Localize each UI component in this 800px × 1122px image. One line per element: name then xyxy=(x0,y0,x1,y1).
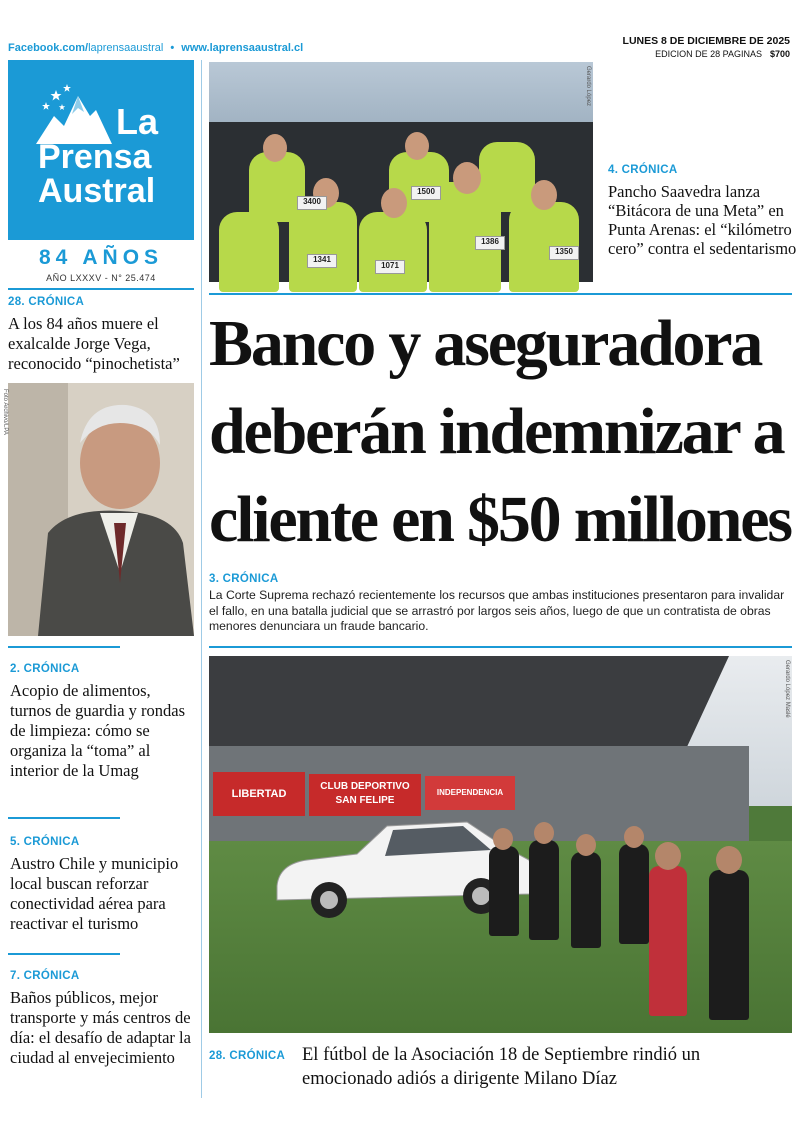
photo-credit: Gerardo López xyxy=(585,66,591,107)
story-headline[interactable]: Pancho Saavedra lanza “Bitácora de una Meta” en Punta Arenas: el “kilómetro cero” contra el sedentarismo xyxy=(608,182,797,258)
runner xyxy=(359,212,427,292)
runner-head xyxy=(263,134,287,162)
edition-info xyxy=(655,49,790,59)
player-head xyxy=(493,828,513,850)
divider xyxy=(8,817,120,819)
player-head xyxy=(655,842,681,870)
photo-credit: Gerardo López Maslé xyxy=(784,660,790,718)
divider xyxy=(8,646,120,648)
story-kicker[interactable]: 4. CRÓNICA xyxy=(608,164,678,176)
runner xyxy=(479,142,535,212)
story-kicker[interactable]: 3. CRÓNICA xyxy=(209,573,279,585)
player-head xyxy=(534,822,554,844)
story-kicker[interactable]: 2. CRÓNICA xyxy=(10,663,80,675)
story-headline[interactable]: Acopio de alimentos, turnos de guardia y rondas de limpieza: cómo se organiza la “toma” al interior de la Umag xyxy=(10,681,186,780)
player xyxy=(709,870,749,1020)
logo-word-la: La xyxy=(116,101,159,142)
runner-head xyxy=(531,180,557,210)
runner xyxy=(219,212,279,292)
club-banner: INDEPENDENCIA xyxy=(425,776,515,810)
website-link[interactable]: www.laprensaaustral.cl xyxy=(181,42,304,54)
runner-head xyxy=(453,162,481,194)
marathon-photo[interactable] xyxy=(209,62,593,280)
issue-number: AÑO LXXXV - N° 25.474 xyxy=(46,273,156,283)
stadium-roof xyxy=(209,656,729,746)
story-kicker[interactable]: 5. CRÓNICA xyxy=(10,836,80,848)
separator: • xyxy=(170,42,175,54)
player xyxy=(649,866,687,1016)
player xyxy=(489,846,519,936)
race-bib: 1350 xyxy=(549,246,579,260)
story-headline[interactable]: El fútbol de la Asociación 18 de Septiembre rindió un emocionado adiós a dirigente Milano Díaz xyxy=(302,1045,701,1089)
price: $700 xyxy=(769,49,790,59)
story-headline[interactable]: Austro Chile y municipio local buscan reforzar conectividad aérea para reactivar el turismo xyxy=(10,854,179,933)
race-bib: 1341 xyxy=(307,254,337,268)
club-banner xyxy=(309,774,421,816)
race-bib: 3400 xyxy=(297,196,327,210)
logo-word-austral: Austral xyxy=(38,172,156,210)
divider xyxy=(8,953,120,955)
player xyxy=(619,844,649,944)
runner-head xyxy=(381,188,407,218)
main-headline[interactable] xyxy=(209,300,792,564)
story-kicker[interactable]: 28. CRÓNICA xyxy=(209,1050,286,1062)
portrait-illustration xyxy=(8,383,194,636)
logo-word-prensa: Prensa xyxy=(38,138,152,176)
divider xyxy=(209,293,792,295)
story-summary: La Corte Suprema rechazó recientemente los recursos que ambas instituciones presentaron para invalidar el fallo, en una batalla judicial que se arrastró por largos seis años, luego de que un contratista de obras menores denunciara un fraude bancario. xyxy=(209,588,785,633)
club-banner: LIBERTAD xyxy=(213,772,305,816)
headline-line: deberán indemnizar a xyxy=(209,395,784,468)
divider xyxy=(8,288,194,290)
facebook-link[interactable]: Facebook.com/laprensaaustral xyxy=(8,42,164,54)
runner xyxy=(249,152,305,222)
headline-line: cliente en $50 millones xyxy=(209,483,791,556)
edition-pages: EDICION DE 28 PAGINAS xyxy=(655,49,762,59)
story-kicker[interactable]: 7. CRÓNICA xyxy=(10,970,80,982)
player xyxy=(529,840,559,940)
photo-credit: Foto Archivo/LPA xyxy=(2,389,8,435)
headline-line: Banco y aseguradora xyxy=(209,307,762,380)
banner-line: CLUB DEPORTIVO xyxy=(320,781,410,792)
player-head xyxy=(716,846,742,874)
issue-date: LUNES 8 DE DICIEMBRE DE 2025 xyxy=(622,35,790,47)
race-bib: 1386 xyxy=(475,236,505,250)
player-head xyxy=(576,834,596,856)
funeral-photo[interactable] xyxy=(209,656,792,1033)
column-divider xyxy=(201,60,202,1098)
anniversary: 84 AÑOS xyxy=(38,246,164,269)
story-kicker[interactable]: 28. CRÓNICA xyxy=(8,296,85,308)
race-bib: 1071 xyxy=(375,260,405,274)
race-bib: 1500 xyxy=(411,186,441,200)
player-head xyxy=(624,826,644,848)
divider xyxy=(209,646,792,648)
story-headline[interactable]: Baños públicos, mejor transporte y más centros de día: el desafío de adaptar la ciudad al envejecimiento xyxy=(10,988,191,1067)
portrait-photo[interactable] xyxy=(2,383,194,636)
social-links xyxy=(8,42,303,54)
banner-line: SAN FELIPE xyxy=(335,795,395,806)
newspaper-logo[interactable] xyxy=(8,60,194,240)
runner-head xyxy=(405,132,429,160)
story-headline[interactable]: A los 84 años muere el exalcalde Jorge Vega, reconocido “pinochetista” xyxy=(8,314,180,373)
player xyxy=(571,852,601,948)
